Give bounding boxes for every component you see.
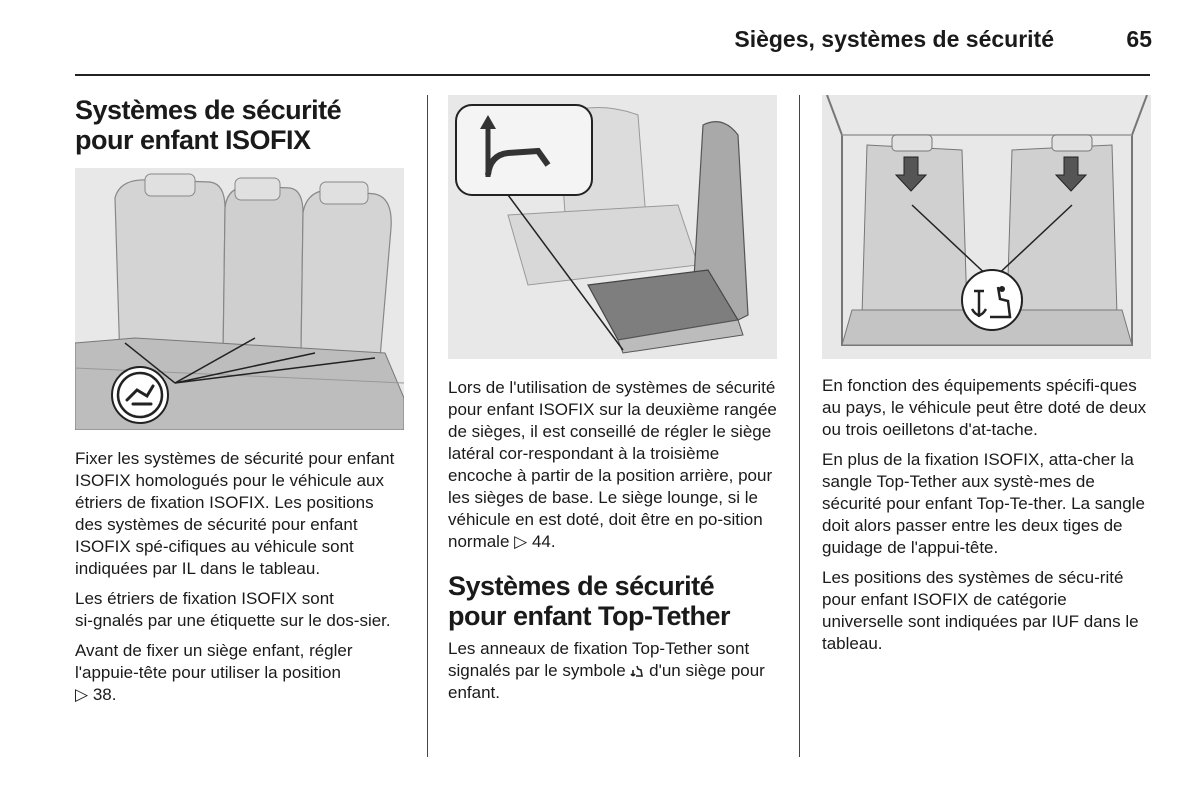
top-tether-symbol-icon [630, 664, 644, 678]
top-tether-heading: Systèmes de sécurité pour enfant Top-Tether [448, 571, 730, 631]
paragraph [75, 640, 405, 706]
column-divider-1 [427, 95, 428, 757]
reference-arrow-icon: ▷ [514, 532, 528, 551]
column-2 [448, 95, 778, 712]
paragraph-text: Lors de l'utilisation de systèmes de sécurité pour enfant ISOFIX sur la deuxième rangée de sièges, il est conseillé de régler le siège latéral cor‑respondant à la troisième encoche à partir de la position arrière, pour les sièges de base. Le siège lounge, si le véhicule en est doté, doit être en po‑sition normale [448, 378, 777, 551]
top-tether-anchors-illustration [822, 95, 1151, 359]
paragraph-text: d'un siège pour enfant. [448, 661, 765, 702]
page-reference-link[interactable]: 38. [92, 685, 117, 704]
paragraph: Les étriers de fixation ISOFIX sont si‑gnalés par une étiquette sur le dos‑sier. [75, 589, 391, 630]
reference-arrow-icon: ▷ [75, 685, 89, 704]
paragraph: En plus de la fixation ISOFIX, atta‑cher la sangle Top-Tether aux systè‑mes de sécurité pour enfant Top-Te‑ther. La sangle doit alors passer entre les deux tiges de guidage de l'appui‑tête. [822, 450, 1145, 557]
paragraph: En fonction des équipements spécifi‑ques au pays, le véhicule peut être doté de deux ou trois oeilletons d'at‑tache. [822, 376, 1147, 439]
paragraph: Fixer les systèmes de sécurité pour enfant ISOFIX homologués pour le véhicule aux étriers de fixation ISOFIX. Les positions des systèmes de sécurité pour enfant ISOFIX spé‑cifiques au véhicule sont indiquées par IL dans le tableau. [75, 449, 395, 578]
page-reference-link[interactable]: 44. [531, 532, 556, 551]
running-header: Sièges, systèmes de sécurité [734, 26, 1054, 52]
column-1 [75, 95, 405, 714]
header-rule [75, 74, 1150, 76]
paragraph-text: Avant de fixer un siège enfant, régler l'appuie-tête pour utiliser la position [75, 641, 353, 682]
isofix-rear-seats-illustration [75, 168, 404, 430]
seat-adjustment-illustration [448, 95, 777, 359]
column-divider-2 [799, 95, 800, 757]
isofix-heading: Systèmes de sécurité pour enfant ISOFIX [75, 95, 342, 155]
page-number: 65 [1126, 26, 1152, 52]
paragraph-text: Les anneaux de fixation Top-Tether sont signalés par le symbole [448, 639, 750, 680]
paragraph [448, 638, 778, 704]
paragraph [448, 377, 778, 553]
column-3 [822, 95, 1152, 663]
paragraph: Les positions des systèmes de sécu‑rité pour enfant ISOFIX de catégorie universelle sont indiquées par IUF dans le tableau. [822, 568, 1139, 653]
